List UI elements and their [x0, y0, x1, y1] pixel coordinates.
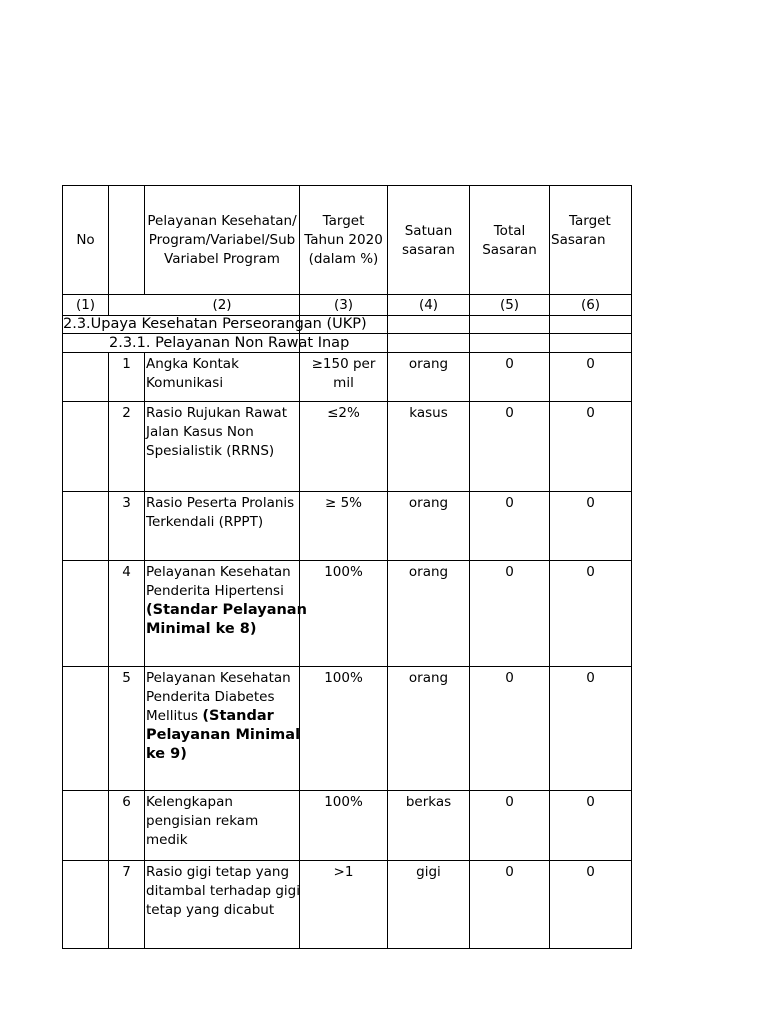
header-target-sasaran: Target Sasaran	[551, 213, 611, 248]
row-target-sasaran: 0	[586, 794, 595, 810]
row-satuan: kasus	[409, 405, 448, 421]
row-satuan: orang	[408, 495, 449, 511]
row-no: 5	[122, 670, 131, 686]
grid-line	[631, 185, 632, 949]
grid-line	[62, 860, 632, 861]
row-total: 0	[505, 864, 514, 880]
row-desc: Pelayanan Kesehatan Penderita Diabetes Mellitus (Standar Pelayanan Minimal ke 9)	[146, 670, 301, 762]
row-target: 100%	[324, 794, 363, 810]
row-satuan: orang	[408, 670, 449, 686]
grid-line	[62, 185, 632, 186]
row-total: 0	[505, 356, 514, 372]
row-target: >1	[333, 864, 354, 880]
row-satuan: orang	[408, 564, 449, 580]
row-total: 0	[505, 495, 514, 511]
row-total: 0	[505, 405, 514, 421]
row-no: 4	[122, 564, 131, 580]
row-target-sasaran: 0	[586, 495, 595, 511]
row-target: ≥ 5%	[324, 495, 363, 511]
header-total: Total Sasaran	[482, 223, 537, 258]
row-desc: Rasio Peserta Prolanis Terkendali (RPPT)	[146, 495, 295, 530]
row-desc: Angka Kontak Komunikasi	[146, 356, 239, 391]
grid-line	[62, 294, 632, 295]
grid-line	[62, 948, 632, 949]
row-desc: Pelayanan Kesehatan Penderita Hipertensi (Standar Pelayanan Minimal ke 8)	[146, 564, 307, 637]
grid-line	[62, 790, 632, 791]
col-number: (6)	[580, 297, 601, 313]
row-target: 100%	[324, 564, 363, 580]
row-total: 0	[505, 794, 514, 810]
grid-line	[108, 352, 109, 949]
row-target: ≤2%	[327, 405, 360, 421]
row-desc: Kelengkapan pengisian rekam medik	[146, 794, 259, 848]
row-desc: Rasio gigi tetap yang ditambal terhadap gigi tetap yang dicabut	[146, 864, 301, 918]
header-target: Target Tahun 2020 (dalam %)	[304, 213, 383, 267]
row-no: 1	[122, 356, 131, 372]
row-no: 6	[122, 794, 131, 810]
row-no: 7	[122, 864, 131, 880]
row-target-sasaran: 0	[586, 356, 595, 372]
row-target: ≥150 per mil	[311, 356, 376, 391]
row-total: 0	[505, 564, 514, 580]
row-satuan: gigi	[416, 864, 441, 880]
row-satuan: berkas	[405, 794, 452, 810]
header-no: No	[76, 232, 95, 248]
grid-line	[62, 401, 632, 402]
col-number: (1)	[75, 297, 96, 313]
row-target: 100%	[324, 670, 363, 686]
col-number: (2)	[212, 297, 232, 313]
row-no: 2	[122, 405, 131, 421]
col-number: (5)	[499, 297, 520, 313]
row-desc: Rasio Rujukan Rawat Jalan Kasus Non Spesialistik (RRNS)	[146, 405, 287, 459]
row-total: 0	[505, 670, 514, 686]
row-target-sasaran: 0	[586, 864, 595, 880]
col-number: (4)	[418, 297, 439, 313]
row-target-sasaran: 0	[586, 405, 595, 421]
grid-line	[108, 185, 109, 316]
row-target-sasaran: 0	[586, 670, 595, 686]
header-program: Pelayanan Kesehatan/ Program/Variabel/Sub Variabel Program	[147, 213, 297, 267]
subsection-title: 2.3.1. Pelayanan Non Rawat Inap	[109, 335, 350, 351]
section-title: 2.3.Upaya Kesehatan Perseorangan (UKP)	[63, 316, 367, 332]
row-no: 3	[122, 495, 131, 511]
row-satuan: orang	[408, 356, 449, 372]
grid-line	[62, 491, 632, 492]
header-satuan: Satuan sasaran	[402, 223, 455, 258]
grid-line	[62, 560, 632, 561]
grid-line	[144, 352, 145, 949]
col-number: (3)	[333, 297, 354, 313]
row-target-sasaran: 0	[586, 564, 595, 580]
grid-line	[62, 666, 632, 667]
